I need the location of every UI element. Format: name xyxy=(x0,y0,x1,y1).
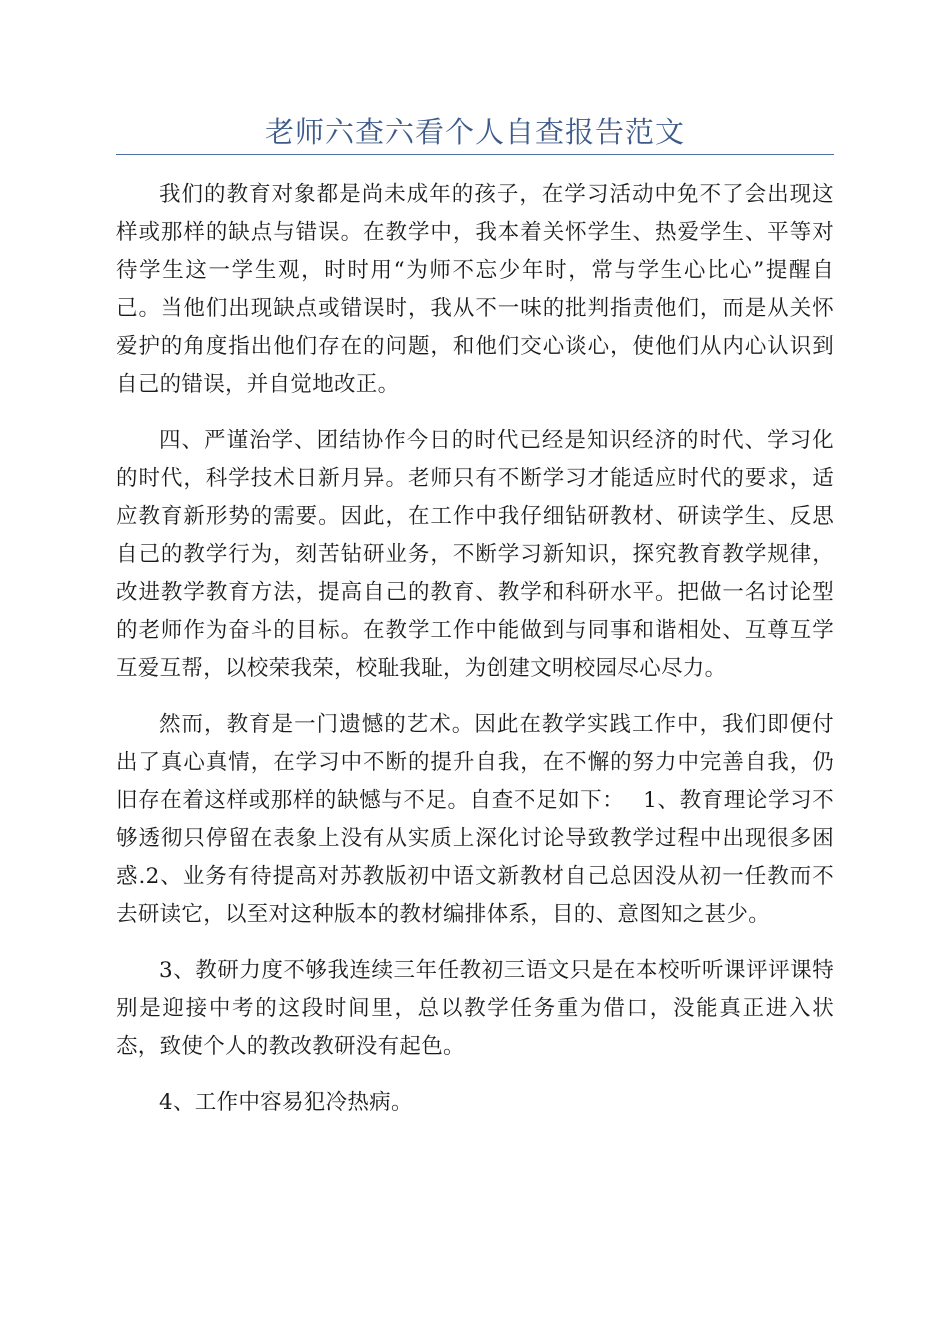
paragraph: 我们的教育对象都是尚未成年的孩子，在学习活动中免不了会出现这样或那样的缺点与错误。在教学中，我本着关怀学生、热爱学生、平等对待学生这一学生观，时时用“为师不忘少年时，常与学生心比心”提醒自己。当他们出现缺点或错误时，我从不一味的批判指责他们，而是从关怀爱护的角度指出他们存在的问题，和他们交心谈心，使他们从内心认识到自己的错误，并自觉地改正。 xyxy=(116,182,834,397)
paragraph: 然而，教育是一门遗憾的艺术。因此在教学实践工作中，我们即便付出了真心真情，在学习中不断的提升自我，在不懈的努力中完善自我，仍旧存在着这样或那样的缺憾与不足。自查不足如下： 1、教育理论学习不够透彻只停留在表象上没有从实质上深化讨论导致教学过程中出现很多困惑.2、业务有待提高对苏教版初中语文新教材自己总因没从初一任教而不去研读它，以至对这种版本的教材编排体系，目的、意图知之甚少。 xyxy=(116,712,834,927)
document-title: 老师六查六看个人自查报告范文 xyxy=(264,115,685,149)
document-body xyxy=(116,176,834,1140)
paragraph: 4、工作中容易犯冷热病。 xyxy=(159,1090,413,1115)
paragraph: 四、严谨治学、团结协作今日的时代已经是知识经济的时代、学习化的时代，科学技术日新月异。老师只有不断学习才能适应时代的要求，适应教育新形势的需要。因此，在工作中我仔细钻研教材、研读学生、反思自己的教学行为，刻苦钻研业务，不断学习新知识，探究教育教学规律，改进教学教育方法，提高自己的教育、教学和科研水平。把做一名讨论型的老师作为奋斗的目标。在教学工作中能做到与同事和谐相处、互尊互学互爱互帮，以校荣我荣，校耻我耻，为创建文明校园尽心尽力。 xyxy=(116,428,834,681)
title-underline xyxy=(116,154,834,155)
paragraph: 3、教研力度不够我连续三年任教初三语文只是在本校听听课评评课特别是迎接中考的这段时间里，总以教学任务重为借口，没能真正进入状态，致使个人的教改教研没有起色。 xyxy=(116,958,834,1059)
